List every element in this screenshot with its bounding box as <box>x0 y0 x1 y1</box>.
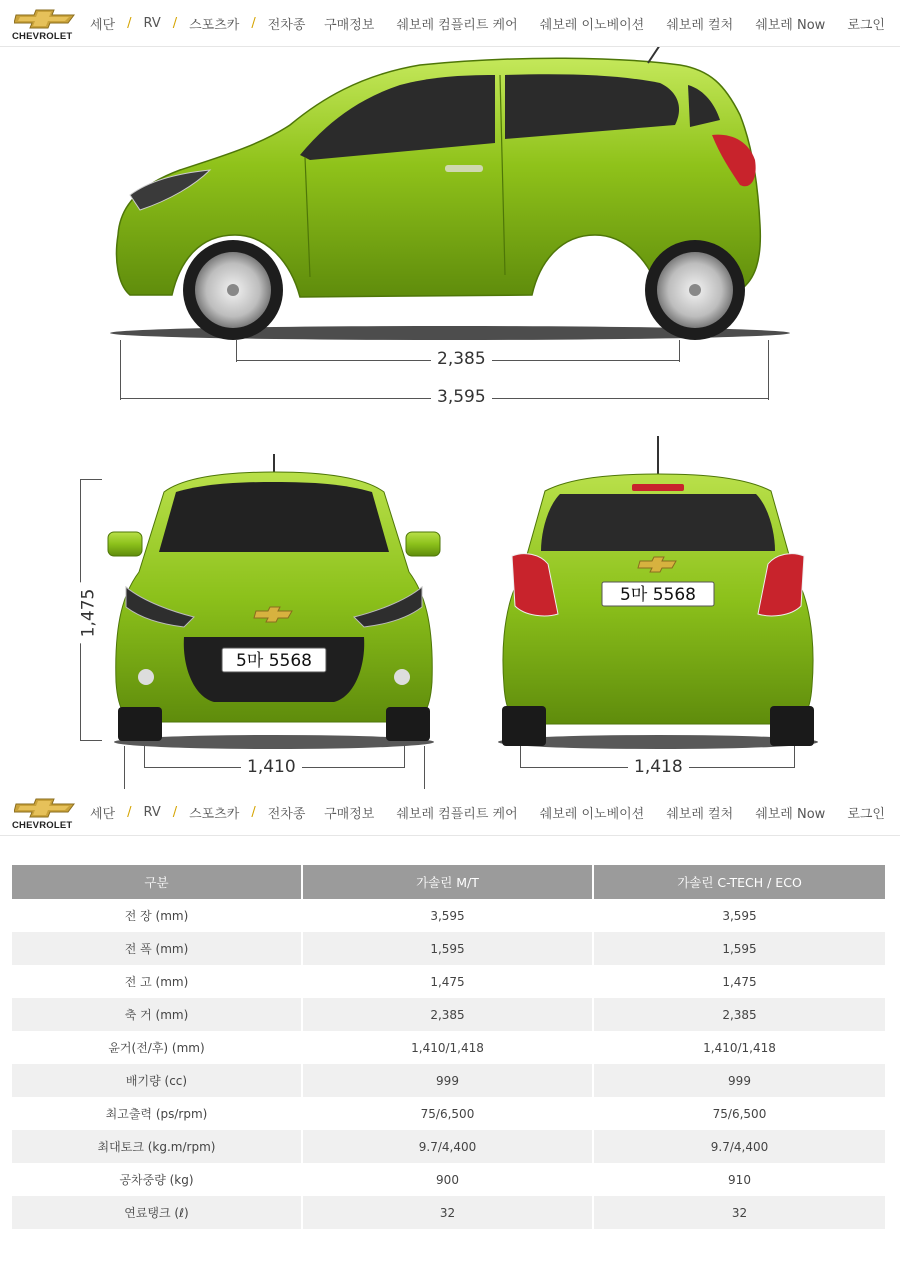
nav-item-login[interactable]: 로그인 <box>847 18 885 33</box>
table-row <box>12 1097 885 1130</box>
sticky-navbar <box>0 789 900 836</box>
front-license-plate: 5마 5568 <box>236 651 312 671</box>
nav-item-innovation[interactable]: 쉐보레 이노베이션 <box>539 18 645 33</box>
car-front-view-image <box>104 452 444 752</box>
length-dimension-label: 3,595 <box>431 387 492 407</box>
wheelbase-dimension-label: 2,385 <box>431 349 492 369</box>
brand-wordmark: CHEVROLET <box>12 819 73 831</box>
table-row <box>12 1031 885 1064</box>
table-row <box>12 1163 885 1196</box>
front-tread-dimension-label: 1,410 <box>241 757 302 777</box>
spec-value-ctech: 1,595 <box>593 932 885 965</box>
spec-label: 전 고 (mm) <box>12 965 302 998</box>
nav-item-purchase-info[interactable]: 구매정보 <box>324 18 375 33</box>
rear-tread-tick-left <box>520 746 521 768</box>
nav-separator: / <box>127 804 132 820</box>
nav-item-culture[interactable]: 쉐보레 컬처 <box>666 807 734 822</box>
nav-item-all-vehicles[interactable]: 전차종 <box>267 806 306 822</box>
spec-header-category: 구분 <box>12 865 302 899</box>
spec-value-mt: 9.7/4,400 <box>302 1130 593 1163</box>
spec-value-ctech: 2,385 <box>593 998 885 1031</box>
rear-license-plate: 5마 5568 <box>620 585 696 605</box>
spec-table <box>12 865 885 1229</box>
nav-item-purchase-info[interactable]: 구매정보 <box>324 807 375 822</box>
nav-vehicle-categories <box>90 14 305 33</box>
spec-header-gasoline-ctech-eco: 가솔린 C-TECH / ECO <box>593 865 885 899</box>
nav-item-chevrolet-now[interactable]: 쉐보레 Now <box>755 807 826 822</box>
spec-label: 윤거(전/후) (mm) <box>12 1031 302 1064</box>
nav-item-all-vehicles[interactable]: 전차종 <box>267 17 306 33</box>
nav-item-login[interactable]: 로그인 <box>847 807 885 822</box>
car-side-view-image <box>100 45 800 340</box>
table-row <box>12 1196 885 1229</box>
spec-value-ctech: 9.7/4,400 <box>593 1130 885 1163</box>
spec-value-ctech: 3,595 <box>593 899 885 932</box>
spec-label: 최고출력 (ps/rpm) <box>12 1097 302 1130</box>
nav-item-complete-care[interactable]: 쉐보레 컴플리트 케어 <box>396 807 518 822</box>
spec-label: 최대토크 (kg.m/rpm) <box>12 1130 302 1163</box>
chevrolet-logo[interactable] <box>0 0 90 47</box>
table-row <box>12 998 885 1031</box>
spec-label: 축 거 (mm) <box>12 998 302 1031</box>
nav-separator: / <box>172 804 178 820</box>
height-dimension-label: 1,475 <box>74 583 102 644</box>
spec-value-ctech: 910 <box>593 1163 885 1196</box>
car-rear-view-image <box>490 436 825 752</box>
bowtie-icon <box>14 9 76 29</box>
nav-separator: / <box>172 15 178 31</box>
spec-value-mt: 75/6,500 <box>302 1097 593 1130</box>
spec-label: 공차중량 (kg) <box>12 1163 302 1196</box>
spec-value-mt: 2,385 <box>302 998 593 1031</box>
table-row <box>12 1130 885 1163</box>
height-tick-bottom <box>80 740 102 741</box>
nav-item-sportscar[interactable]: 스포츠카 <box>189 17 240 33</box>
nav-item-innovation[interactable]: 쉐보레 이노베이션 <box>539 807 645 822</box>
nav-vehicle-categories <box>90 803 305 822</box>
nav-item-sportscar[interactable]: 스포츠카 <box>189 806 240 822</box>
height-tick-top <box>80 479 102 480</box>
table-row <box>12 932 885 965</box>
length-tick-left <box>120 340 121 400</box>
nav-item-complete-care[interactable]: 쉐보레 컴플리트 케어 <box>396 18 518 33</box>
front-tread-tick-right <box>404 746 405 768</box>
spec-value-mt: 1,595 <box>302 932 593 965</box>
top-navbar <box>0 0 900 47</box>
brand-wordmark: CHEVROLET <box>12 30 73 42</box>
spec-value-ctech: 75/6,500 <box>593 1097 885 1130</box>
chevrolet-logo[interactable] <box>0 789 90 836</box>
spec-label: 전 폭 (mm) <box>12 932 302 965</box>
nav-item-sedan[interactable]: 세단 <box>90 806 116 822</box>
bowtie-icon <box>14 798 76 818</box>
wheelbase-tick-left <box>236 340 237 362</box>
spec-label: 연료탱크 (ℓ) <box>12 1196 302 1229</box>
nav-item-rv[interactable]: RV <box>143 15 161 31</box>
nav-separator: / <box>127 15 132 31</box>
length-tick-right <box>768 340 769 400</box>
spec-header-gasoline-mt: 가솔린 M/T <box>302 865 593 899</box>
spec-table-header-row <box>12 865 885 899</box>
table-row <box>12 899 885 932</box>
nav-separator: / <box>251 804 256 820</box>
nav-item-sedan[interactable]: 세단 <box>90 17 116 33</box>
spec-label: 배기량 (cc) <box>12 1064 302 1097</box>
spec-label: 전 장 (mm) <box>12 899 302 932</box>
front-tread-tick-left <box>144 746 145 768</box>
spec-value-mt: 32 <box>302 1196 593 1229</box>
spec-value-ctech: 1,475 <box>593 965 885 998</box>
table-row <box>12 1064 885 1097</box>
nav-utility-links <box>302 0 885 47</box>
wheelbase-tick-right <box>679 340 680 362</box>
nav-item-culture[interactable]: 쉐보레 컬처 <box>666 18 734 33</box>
rear-tread-dimension-label: 1,418 <box>628 757 689 777</box>
table-row <box>12 965 885 998</box>
spec-value-mt: 3,595 <box>302 899 593 932</box>
rear-tread-tick-right <box>794 746 795 768</box>
spec-value-mt: 999 <box>302 1064 593 1097</box>
nav-separator: / <box>251 15 256 31</box>
spec-value-ctech: 32 <box>593 1196 885 1229</box>
spec-value-mt: 1,410/1,418 <box>302 1031 593 1064</box>
nav-item-rv[interactable]: RV <box>143 804 161 820</box>
spec-value-mt: 900 <box>302 1163 593 1196</box>
spec-value-ctech: 999 <box>593 1064 885 1097</box>
nav-item-chevrolet-now[interactable]: 쉐보레 Now <box>755 18 826 33</box>
nav-utility-links <box>302 789 885 836</box>
spec-value-ctech: 1,410/1,418 <box>593 1031 885 1064</box>
spec-value-mt: 1,475 <box>302 965 593 998</box>
